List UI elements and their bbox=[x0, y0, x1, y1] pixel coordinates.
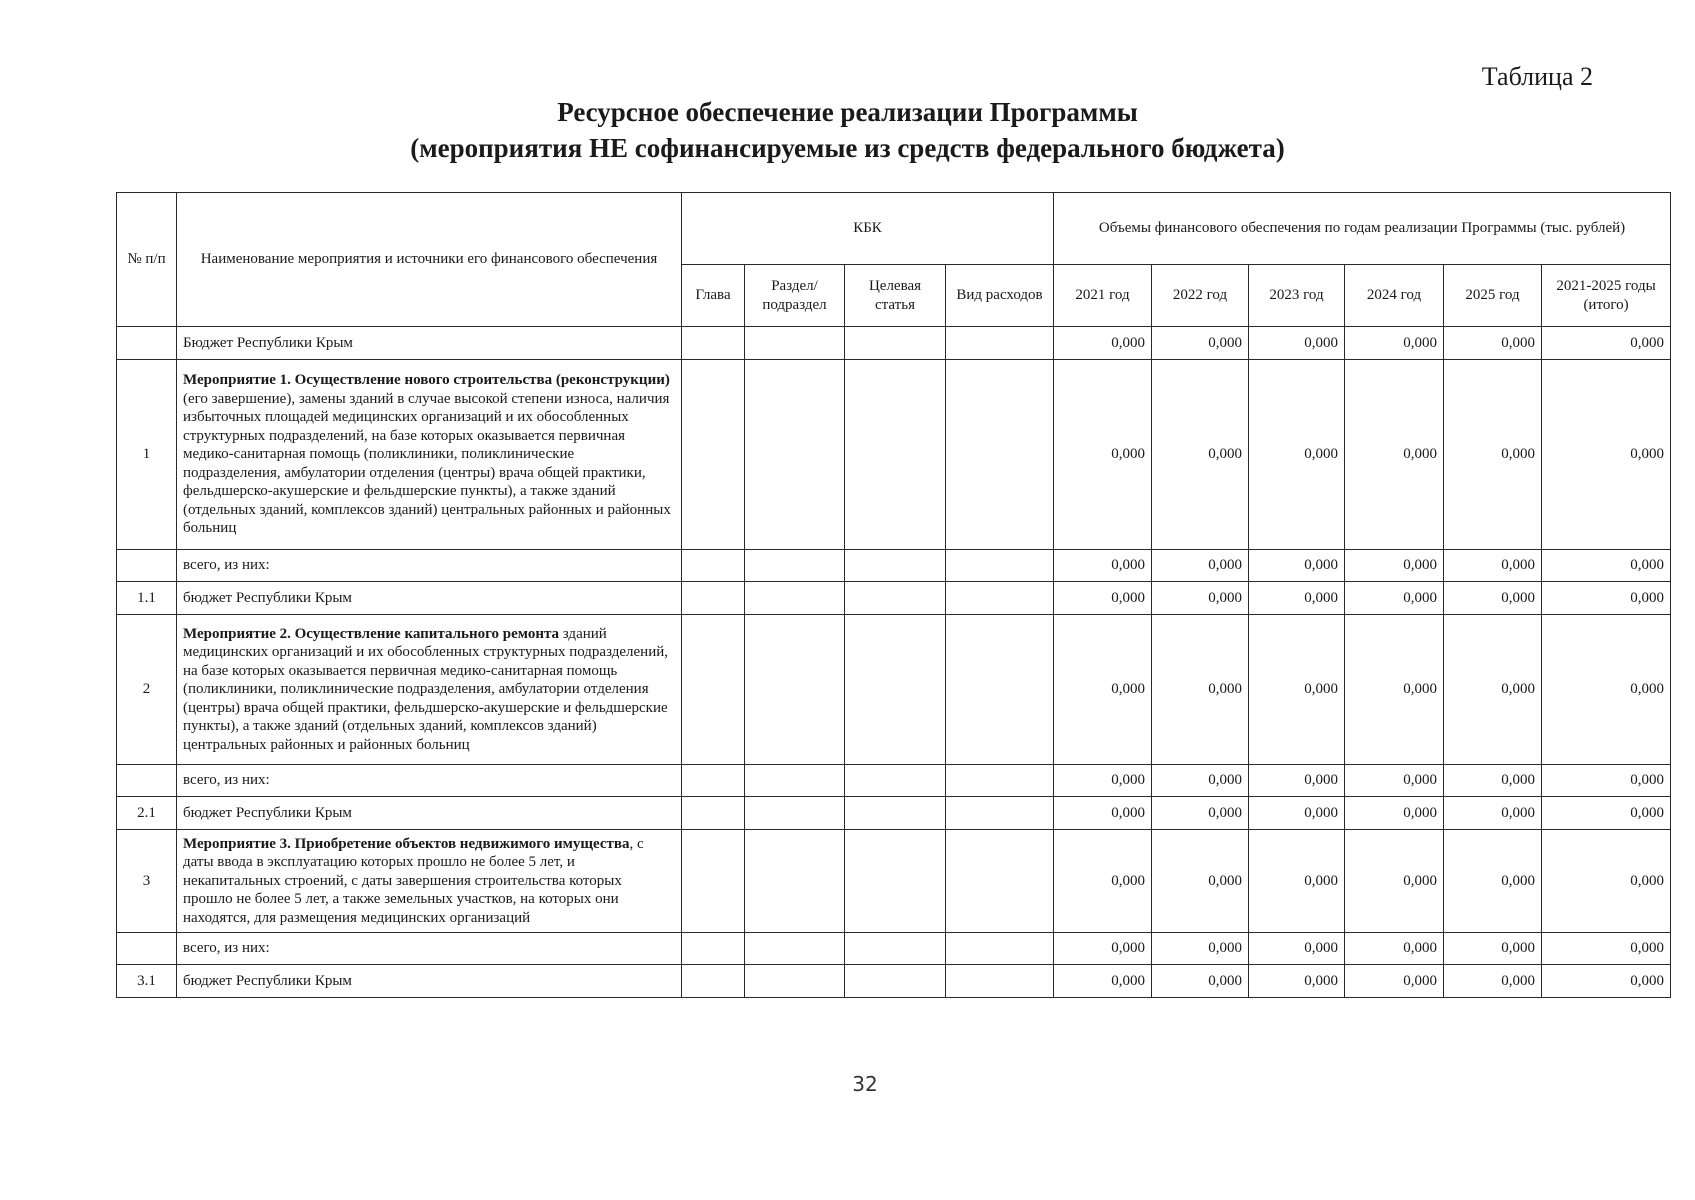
kbk-glava bbox=[682, 765, 745, 797]
value-2023: 0,000 bbox=[1249, 965, 1345, 998]
value-2022: 0,000 bbox=[1152, 615, 1249, 765]
value-2023: 0,000 bbox=[1249, 615, 1345, 765]
value-2025: 0,000 bbox=[1444, 797, 1542, 830]
row-num: 2.1 bbox=[117, 797, 177, 830]
value-2024: 0,000 bbox=[1345, 582, 1444, 615]
kbk-razdel bbox=[745, 582, 845, 615]
value-2024: 0,000 bbox=[1345, 615, 1444, 765]
header-num: № п/п bbox=[117, 193, 177, 327]
kbk-celevaya bbox=[845, 933, 946, 965]
header-2023: 2023 год bbox=[1249, 265, 1345, 327]
header-volumes: Объемы финансового обеспечения по годам реализации Программы (тыс. рублей) bbox=[1054, 193, 1671, 265]
value-2023: 0,000 bbox=[1249, 360, 1345, 550]
value-2021: 0,000 bbox=[1054, 615, 1152, 765]
value-2025: 0,000 bbox=[1444, 933, 1542, 965]
kbk-celevaya bbox=[845, 615, 946, 765]
value-total: 0,000 bbox=[1542, 830, 1671, 933]
row-name bbox=[177, 360, 682, 550]
value-2025: 0,000 bbox=[1444, 965, 1542, 998]
value-total: 0,000 bbox=[1542, 615, 1671, 765]
value-2024: 0,000 bbox=[1345, 830, 1444, 933]
row-num bbox=[117, 550, 177, 582]
value-2025: 0,000 bbox=[1444, 550, 1542, 582]
table-row bbox=[117, 765, 1671, 797]
kbk-razdel bbox=[745, 360, 845, 550]
row-num bbox=[117, 765, 177, 797]
value-2024: 0,000 bbox=[1345, 765, 1444, 797]
header-vid: Вид расходов bbox=[946, 265, 1054, 327]
kbk-glava bbox=[682, 797, 745, 830]
kbk-vid bbox=[946, 360, 1054, 550]
value-total: 0,000 bbox=[1542, 797, 1671, 830]
kbk-celevaya bbox=[845, 830, 946, 933]
value-2025: 0,000 bbox=[1444, 360, 1542, 550]
row-name: всего, из них: bbox=[177, 933, 682, 965]
value-2021: 0,000 bbox=[1054, 765, 1152, 797]
kbk-glava bbox=[682, 615, 745, 765]
value-total: 0,000 bbox=[1542, 327, 1671, 360]
row-name bbox=[177, 830, 682, 933]
header-razdel: Раздел/ подраздел bbox=[745, 265, 845, 327]
header-2025: 2025 год bbox=[1444, 265, 1542, 327]
value-2024: 0,000 bbox=[1345, 360, 1444, 550]
header-total: 2021-2025 годы (итого) bbox=[1542, 265, 1671, 327]
document-title bbox=[0, 94, 1695, 166]
row-name: всего, из них: bbox=[177, 550, 682, 582]
value-2023: 0,000 bbox=[1249, 797, 1345, 830]
row-name-rest: (его завершение), замены зданий в случае высокой степени износа, наличия избыточных площадей медицинских организаций и их обособленных структурных подразделений, на базе которых оказывается первичная медико-санитарная помощь (поликлиники, поликлинические подразделения, амбулатории отделения (центры) врача общей практики, фельдшерско-акушерские и фельдшерские пункты), а также зданий (отдельных зданий, комплексов зданий) центральных районных и районных больниц bbox=[183, 390, 671, 537]
header-2022: 2022 год bbox=[1152, 265, 1249, 327]
row-name-rest: зданий медицинских организаций и их обособленных структурных подразделений, на базе которых оказывается первичная медико-санитарная помощь (поликлиники, поликлинические подразделения, амбулатории отделения (центры) врача общей практики, фельдшерско-акушерские и фельдшерские пункты), а также зданий (отдельных зданий, комплексов зданий) центральных районных и районных больниц bbox=[183, 625, 669, 753]
row-num bbox=[117, 933, 177, 965]
value-2024: 0,000 bbox=[1345, 550, 1444, 582]
value-2025: 0,000 bbox=[1444, 582, 1542, 615]
value-total: 0,000 bbox=[1542, 765, 1671, 797]
value-2025: 0,000 bbox=[1444, 830, 1542, 933]
kbk-razdel bbox=[745, 797, 845, 830]
table-row bbox=[117, 550, 1671, 582]
kbk-celevaya bbox=[845, 360, 946, 550]
row-name: бюджет Республики Крым bbox=[177, 582, 682, 615]
value-2021: 0,000 bbox=[1054, 830, 1152, 933]
value-total: 0,000 bbox=[1542, 933, 1671, 965]
row-num bbox=[117, 327, 177, 360]
kbk-celevaya bbox=[845, 965, 946, 998]
row-name-bold: Мероприятие 3. Приобретение объектов недвижимого имущества bbox=[183, 835, 630, 852]
value-2021: 0,000 bbox=[1054, 327, 1152, 360]
table-row bbox=[117, 582, 1671, 615]
table-row bbox=[117, 933, 1671, 965]
row-num: 1.1 bbox=[117, 582, 177, 615]
value-2021: 0,000 bbox=[1054, 582, 1152, 615]
kbk-celevaya bbox=[845, 765, 946, 797]
value-total: 0,000 bbox=[1542, 360, 1671, 550]
row-name: бюджет Республики Крым bbox=[177, 965, 682, 998]
value-2022: 0,000 bbox=[1152, 933, 1249, 965]
value-2021: 0,000 bbox=[1054, 360, 1152, 550]
value-2022: 0,000 bbox=[1152, 327, 1249, 360]
kbk-razdel bbox=[745, 830, 845, 933]
kbk-vid bbox=[946, 582, 1054, 615]
kbk-celevaya bbox=[845, 327, 946, 360]
value-2022: 0,000 bbox=[1152, 830, 1249, 933]
kbk-glava bbox=[682, 327, 745, 360]
row-name-rest: , с даты ввода в эксплуатацию которых прошло не более 5 лет, и некапитальных строений, с даты завершения строительства которых прошло не более 5 лет, а также земельных участков, на которых они находятся, для размещения медицинских организаций bbox=[183, 835, 644, 926]
table-row bbox=[117, 360, 1671, 550]
kbk-razdel bbox=[745, 550, 845, 582]
kbk-glava bbox=[682, 582, 745, 615]
resource-table bbox=[116, 192, 1671, 998]
value-2023: 0,000 bbox=[1249, 582, 1345, 615]
value-2023: 0,000 bbox=[1249, 765, 1345, 797]
value-2021: 0,000 bbox=[1054, 550, 1152, 582]
value-2024: 0,000 bbox=[1345, 327, 1444, 360]
header-kbk: КБК bbox=[682, 193, 1054, 265]
kbk-celevaya bbox=[845, 550, 946, 582]
row-name: всего, из них: bbox=[177, 765, 682, 797]
row-name bbox=[177, 615, 682, 765]
value-2021: 0,000 bbox=[1054, 933, 1152, 965]
value-2022: 0,000 bbox=[1152, 797, 1249, 830]
value-2025: 0,000 bbox=[1444, 765, 1542, 797]
value-2024: 0,000 bbox=[1345, 797, 1444, 830]
kbk-vid bbox=[946, 830, 1054, 933]
table-row bbox=[117, 615, 1671, 765]
kbk-glava bbox=[682, 933, 745, 965]
value-2022: 0,000 bbox=[1152, 360, 1249, 550]
value-2025: 0,000 bbox=[1444, 615, 1542, 765]
value-total: 0,000 bbox=[1542, 550, 1671, 582]
kbk-vid bbox=[946, 797, 1054, 830]
header-celevaya: Целевая статья bbox=[845, 265, 946, 327]
value-2021: 0,000 bbox=[1054, 797, 1152, 830]
header-2021: 2021 год bbox=[1054, 265, 1152, 327]
table-row bbox=[117, 797, 1671, 830]
row-name-bold: Мероприятие 2. Осуществление капитального ремонта bbox=[183, 625, 560, 642]
title-line-1: Ресурсное обеспечение реализации Программы bbox=[557, 97, 1138, 127]
row-num: 1 bbox=[117, 360, 177, 550]
kbk-glava bbox=[682, 550, 745, 582]
kbk-glava bbox=[682, 965, 745, 998]
header-glava: Глава bbox=[682, 265, 745, 327]
kbk-razdel bbox=[745, 933, 845, 965]
value-2022: 0,000 bbox=[1152, 965, 1249, 998]
row-name: Бюджет Республики Крым bbox=[177, 327, 682, 360]
kbk-vid bbox=[946, 765, 1054, 797]
kbk-glava bbox=[682, 830, 745, 933]
table-row bbox=[117, 830, 1671, 933]
page-number: 32 bbox=[852, 1072, 878, 1096]
table-row bbox=[117, 327, 1671, 360]
row-num: 3.1 bbox=[117, 965, 177, 998]
kbk-razdel bbox=[745, 765, 845, 797]
header-name: Наименование мероприятия и источники его финансового обеспечения bbox=[177, 193, 682, 327]
value-2022: 0,000 bbox=[1152, 765, 1249, 797]
value-2023: 0,000 bbox=[1249, 933, 1345, 965]
value-2022: 0,000 bbox=[1152, 582, 1249, 615]
kbk-razdel bbox=[745, 965, 845, 998]
kbk-vid bbox=[946, 550, 1054, 582]
row-num: 3 bbox=[117, 830, 177, 933]
kbk-celevaya bbox=[845, 582, 946, 615]
value-2023: 0,000 bbox=[1249, 830, 1345, 933]
row-num: 2 bbox=[117, 615, 177, 765]
header-2024: 2024 год bbox=[1345, 265, 1444, 327]
value-2022: 0,000 bbox=[1152, 550, 1249, 582]
value-2025: 0,000 bbox=[1444, 327, 1542, 360]
kbk-vid bbox=[946, 933, 1054, 965]
kbk-vid bbox=[946, 615, 1054, 765]
kbk-celevaya bbox=[845, 797, 946, 830]
value-total: 0,000 bbox=[1542, 965, 1671, 998]
title-line-2: (мероприятия НЕ софинансируемые из средств федерального бюджета) bbox=[410, 133, 1285, 163]
kbk-razdel bbox=[745, 615, 845, 765]
value-2023: 0,000 bbox=[1249, 550, 1345, 582]
value-2024: 0,000 bbox=[1345, 933, 1444, 965]
row-name-bold: Мероприятие 1. Осуществление нового строительства (реконструкции) bbox=[183, 372, 670, 389]
table-row bbox=[117, 965, 1671, 998]
kbk-razdel bbox=[745, 327, 845, 360]
table-label: Таблица 2 bbox=[1481, 62, 1593, 91]
row-name: бюджет Республики Крым bbox=[177, 797, 682, 830]
value-2021: 0,000 bbox=[1054, 965, 1152, 998]
kbk-vid bbox=[946, 327, 1054, 360]
value-2023: 0,000 bbox=[1249, 327, 1345, 360]
value-total: 0,000 bbox=[1542, 582, 1671, 615]
value-2024: 0,000 bbox=[1345, 965, 1444, 998]
kbk-vid bbox=[946, 965, 1054, 998]
kbk-glava bbox=[682, 360, 745, 550]
